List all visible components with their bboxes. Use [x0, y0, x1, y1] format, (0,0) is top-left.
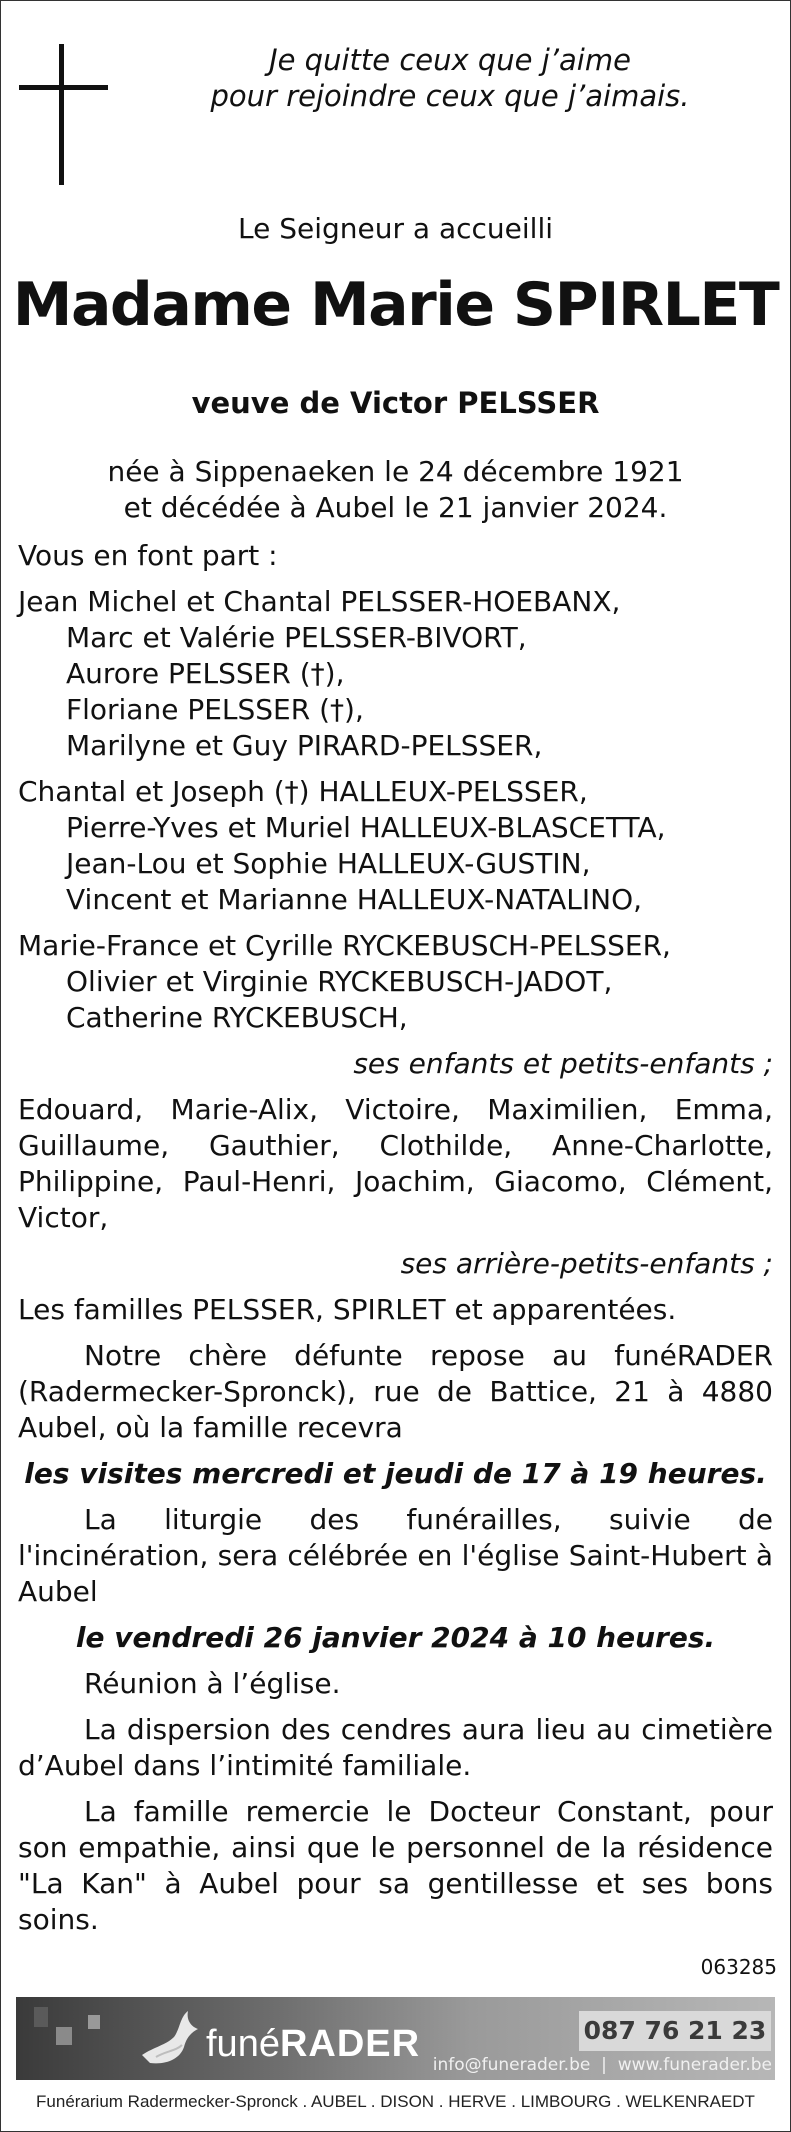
intro: Vous en font part :	[18, 539, 278, 572]
family-line: Jean-Lou et Sophie HALLEUX-GUSTIN,	[66, 847, 591, 880]
email[interactable]: info@funerader.be	[432, 2055, 591, 2075]
family-line: Catherine RYCKEBUSCH,	[66, 1001, 408, 1034]
decor-square	[56, 2027, 72, 2045]
funeral-home-banner	[16, 1997, 775, 2080]
family-line: Marc et Valérie PELSSER-BIVORT,	[66, 621, 527, 654]
decor-square	[88, 2015, 100, 2029]
contact-info	[422, 2055, 772, 2075]
family-line: Marilyne et Guy PIRARD-PELSSER,	[66, 729, 543, 762]
meeting: Réunion à l’église.	[84, 1667, 341, 1700]
family-line: Vincent et Marianne HALLEUX-NATALINO,	[66, 883, 643, 916]
ceremony-date: le vendredi 26 janvier 2024 à 10 heures.	[75, 1621, 716, 1654]
family-line: Marie-France et Cyrille RYCKEBUSCH-PELSSER,	[18, 929, 671, 962]
life-dates	[0, 454, 791, 526]
epigraph-line-1: Je quitte ceux que j’aime	[269, 43, 631, 77]
rest-info: Notre chère défunte repose au funéRADER (Radermecker-Spronck), rue de Battice, 21 à 4880 Aubel, où la famille recevra	[18, 1339, 773, 1444]
epigraph	[170, 42, 730, 114]
great-grandchildren: Edouard, Marie-Alix, Victoire, Maximilien, Emma, Guillaume, Gauthier, Clothilde, Anne-Charlotte, Philippine, Paul-Henri, Joachim, Giacomo, Clément, Victor,	[18, 1093, 773, 1234]
deceased-name: Madame Marie SPIRLET	[12, 270, 779, 340]
ashes: La dispersion des cendres aura lieu au cimetière d’Aubel dans l’intimité familiale.	[18, 1713, 773, 1782]
family-group-3	[18, 928, 773, 1036]
reference-number: 063285	[700, 1955, 777, 1979]
dove-logo-icon	[136, 2007, 206, 2069]
notice-body	[18, 538, 773, 1938]
website[interactable]: www.funerader.be	[617, 2055, 772, 2075]
brand-light: funé	[206, 2023, 280, 2065]
brand-bold: RADER	[279, 2023, 421, 2065]
family-line: Olivier et Virginie RYCKEBUSCH-JADOT,	[66, 965, 613, 998]
liturgy: La liturgie des funérailles, suivie de l'incinération, sera célébrée en l'église Saint-Hubert à Aubel	[18, 1503, 773, 1608]
family-group-2	[18, 774, 773, 918]
family-line: Jean Michel et Chantal PELSSER-HOEBANX,	[18, 585, 621, 618]
family-line: Pierre-Yves et Muriel HALLEUX-BLASCETTA,	[66, 811, 666, 844]
family-group-1	[18, 584, 773, 764]
children-label: ses enfants et petits-enfants ;	[353, 1047, 773, 1080]
families: Les familles PELSSER, SPIRLET et apparentées.	[18, 1293, 677, 1326]
thanks: La famille remercie le Docteur Constant, pour son empathie, ainsi que le personnel de la résidence "La Kan" à Aubel pour sa gentillesse et ses bons soins.	[18, 1795, 773, 1936]
family-line: Floriane PELSSER (†),	[66, 693, 364, 726]
epigraph-line-2: pour rejoindre ceux que j’aimais.	[210, 79, 690, 113]
announcement: Le Seigneur a accueilli	[237, 212, 553, 245]
decor-square	[34, 2007, 48, 2027]
separator: |	[601, 2055, 607, 2075]
towns-line: Funérarium Radermecker-Spronck . AUBEL . DISON . HERVE . LIMBOURG . WELKENRAEDT	[36, 2092, 755, 2111]
great-grandchildren-label: ses arrière-petits-enfants ;	[400, 1247, 773, 1280]
family-line: Aurore PELSSER (†),	[66, 657, 345, 690]
visits: les visites mercredi et jeudi de 17 à 19 heures.	[24, 1457, 767, 1490]
funerader-logo	[206, 2023, 420, 2066]
widow-of: veuve de Victor PELSSER	[191, 386, 600, 420]
phone-number: 087 76 21 23	[579, 2011, 771, 2051]
birth-line: née à Sippenaeken le 24 décembre 1921	[107, 455, 684, 488]
family-line: Chantal et Joseph (†) HALLEUX-PELSSER,	[18, 775, 588, 808]
death-line: et décédée à Aubel le 21 janvier 2024.	[123, 491, 668, 524]
